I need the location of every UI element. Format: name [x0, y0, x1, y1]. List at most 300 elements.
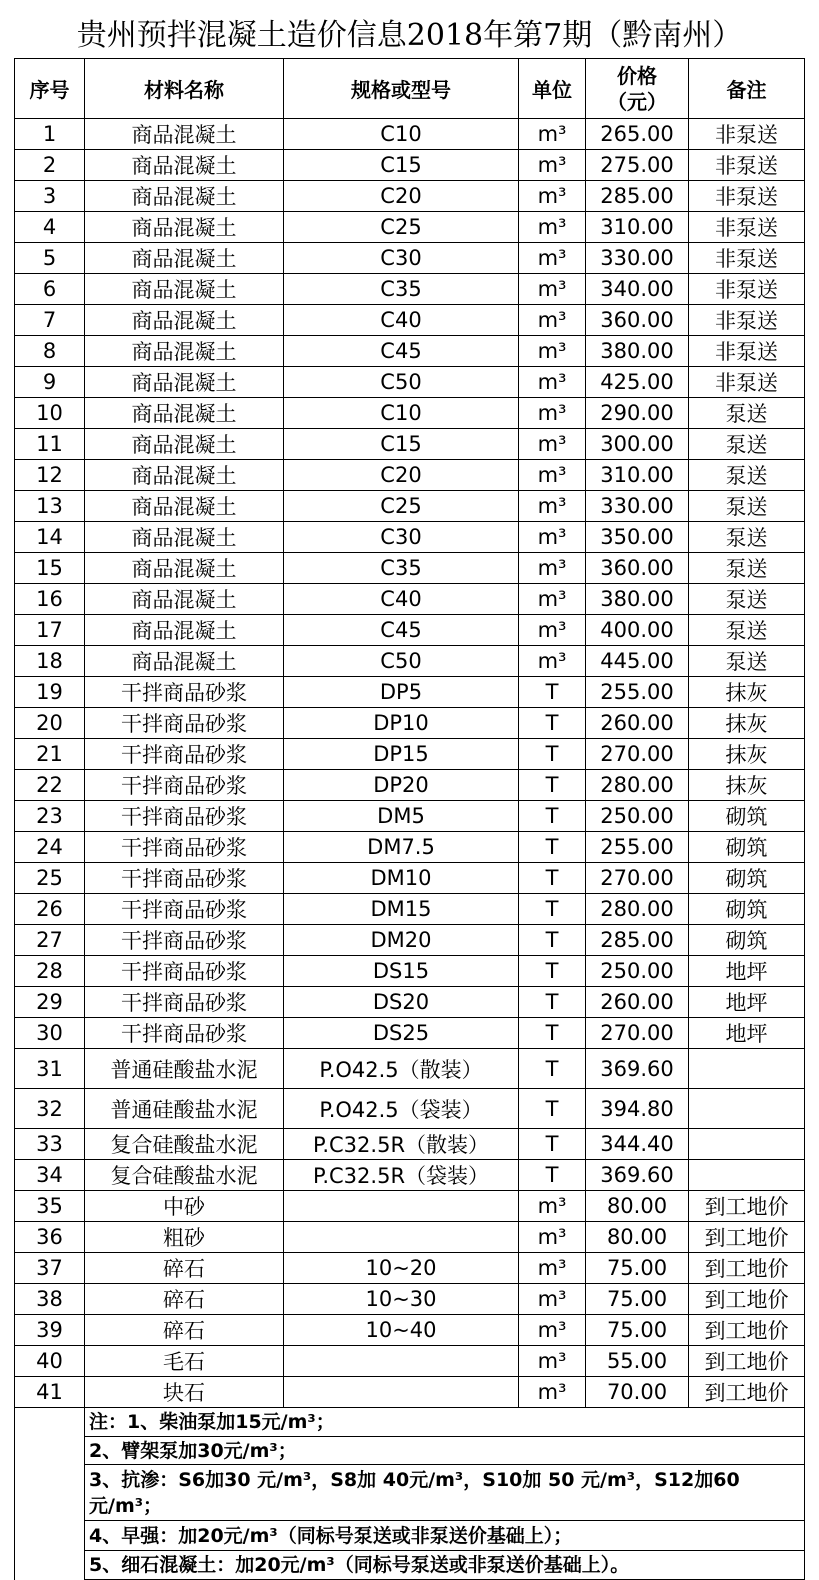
table-row: [15, 584, 805, 615]
cell-spec: [284, 1191, 519, 1222]
cell-seq: 26: [15, 894, 85, 925]
cell-seq: 27: [15, 925, 85, 956]
cell-unit: T: [519, 832, 586, 863]
cell-seq: 19: [15, 677, 85, 708]
table-row: [15, 770, 805, 801]
cell-seq: 32: [15, 1089, 85, 1129]
cell-remark: 泵送: [689, 646, 805, 677]
cell-price: 270.00: [586, 739, 689, 770]
cell-unit: T: [519, 739, 586, 770]
cell-seq: 14: [15, 522, 85, 553]
cell-name: 商品混凝土: [85, 119, 284, 150]
cell-name: 商品混凝土: [85, 553, 284, 584]
cell-remark: [689, 1160, 805, 1191]
cell-seq: 34: [15, 1160, 85, 1191]
table-row: [15, 274, 805, 305]
cell-seq: 36: [15, 1222, 85, 1253]
cell-seq: 20: [15, 708, 85, 739]
cell-name: 商品混凝土: [85, 336, 284, 367]
cell-remark: 到工地价: [689, 1346, 805, 1377]
table-row: [15, 398, 805, 429]
cell-seq: 30: [15, 1018, 85, 1049]
cell-seq: 24: [15, 832, 85, 863]
table-row: [15, 367, 805, 398]
cell-spec: DS25: [284, 1018, 519, 1049]
note-row: [15, 1551, 805, 1580]
cell-seq: 23: [15, 801, 85, 832]
cell-unit: m³: [519, 398, 586, 429]
cell-unit: m³: [519, 584, 586, 615]
cell-price: 250.00: [586, 956, 689, 987]
cell-seq: 11: [15, 429, 85, 460]
cell-unit: T: [519, 1160, 586, 1191]
header-spec: 规格或型号: [284, 59, 519, 119]
cell-name: 碎石: [85, 1315, 284, 1346]
table-row: [15, 1253, 805, 1284]
cell-name: 干拌商品砂浆: [85, 987, 284, 1018]
cell-unit: T: [519, 1049, 586, 1089]
cell-remark: 到工地价: [689, 1315, 805, 1346]
page-title: 贵州预拌混凝土造价信息2018年第7期（黔南州）: [76, 18, 743, 53]
table-row: [15, 708, 805, 739]
cell-name: 商品混凝土: [85, 305, 284, 336]
table-row: [15, 739, 805, 770]
cell-name: 干拌商品砂浆: [85, 1018, 284, 1049]
cell-spec: DM5: [284, 801, 519, 832]
cell-unit: T: [519, 677, 586, 708]
header-price-line1: 价格: [617, 63, 657, 88]
cell-price: 425.00: [586, 367, 689, 398]
cell-price: 260.00: [586, 708, 689, 739]
cell-seq: 7: [15, 305, 85, 336]
table-row: [15, 925, 805, 956]
table-row: [15, 1160, 805, 1191]
cell-price: 445.00: [586, 646, 689, 677]
note-spacer: [15, 1521, 85, 1551]
cell-spec: DM20: [284, 925, 519, 956]
cell-unit: T: [519, 987, 586, 1018]
cell-price: 260.00: [586, 987, 689, 1018]
cell-unit: T: [519, 863, 586, 894]
cell-price: 255.00: [586, 832, 689, 863]
cell-unit: m³: [519, 1315, 586, 1346]
cell-remark: 泵送: [689, 398, 805, 429]
cell-unit: m³: [519, 367, 586, 398]
cell-remark: 到工地价: [689, 1253, 805, 1284]
cell-remark: 非泵送: [689, 150, 805, 181]
cell-unit: m³: [519, 553, 586, 584]
cell-name: 干拌商品砂浆: [85, 832, 284, 863]
table-row: [15, 212, 805, 243]
cell-price: 400.00: [586, 615, 689, 646]
cell-seq: 31: [15, 1049, 85, 1089]
header-seq: 序号: [15, 59, 85, 119]
table-row: [15, 460, 805, 491]
cell-remark: 地坪: [689, 956, 805, 987]
cell-name: 中砂: [85, 1191, 284, 1222]
cell-spec: DS20: [284, 987, 519, 1018]
cell-name: 干拌商品砂浆: [85, 894, 284, 925]
header-row: [15, 59, 805, 119]
cell-price: 75.00: [586, 1253, 689, 1284]
cell-name: 碎石: [85, 1253, 284, 1284]
cell-remark: 砌筑: [689, 801, 805, 832]
cell-price: 75.00: [586, 1315, 689, 1346]
cell-spec: C20: [284, 460, 519, 491]
table-row: [15, 1284, 805, 1315]
note-text: 4、早强：加20元/m³（同标号泵送或非泵送价基础上）；: [85, 1521, 805, 1551]
cell-remark: 到工地价: [689, 1377, 805, 1408]
note-row: [15, 1437, 805, 1465]
cell-unit: T: [519, 770, 586, 801]
cell-seq: 1: [15, 119, 85, 150]
cell-seq: 33: [15, 1129, 85, 1160]
cell-seq: 39: [15, 1315, 85, 1346]
cell-price: 280.00: [586, 770, 689, 801]
cell-remark: 非泵送: [689, 181, 805, 212]
cell-seq: 5: [15, 243, 85, 274]
cell-unit: T: [519, 708, 586, 739]
cell-remark: 泵送: [689, 460, 805, 491]
cell-name: 毛石: [85, 1346, 284, 1377]
cell-remark: 非泵送: [689, 274, 805, 305]
cell-unit: m³: [519, 1253, 586, 1284]
cell-price: 275.00: [586, 150, 689, 181]
table-row: [15, 1018, 805, 1049]
cell-remark: 地坪: [689, 1018, 805, 1049]
cell-unit: m³: [519, 274, 586, 305]
cell-price: 285.00: [586, 181, 689, 212]
cell-remark: 抹灰: [689, 708, 805, 739]
cell-seq: 16: [15, 584, 85, 615]
cell-remark: 抹灰: [689, 770, 805, 801]
cell-price: 250.00: [586, 801, 689, 832]
cell-spec: DS15: [284, 956, 519, 987]
cell-price: 310.00: [586, 460, 689, 491]
cell-unit: m³: [519, 1377, 586, 1408]
cell-seq: 12: [15, 460, 85, 491]
cell-unit: m³: [519, 336, 586, 367]
header-price: [586, 59, 689, 119]
cell-spec: 10~40: [284, 1315, 519, 1346]
cell-seq: 28: [15, 956, 85, 987]
cell-spec: P.C32.5R（袋装）: [284, 1160, 519, 1191]
cell-price: 330.00: [586, 243, 689, 274]
cell-seq: 18: [15, 646, 85, 677]
cell-name: 干拌商品砂浆: [85, 925, 284, 956]
table-row: [15, 553, 805, 584]
header-price-line2: （元）: [607, 89, 667, 114]
table-row: [15, 336, 805, 367]
cell-price: 394.80: [586, 1089, 689, 1129]
note-row: [15, 1408, 805, 1437]
cell-remark: 非泵送: [689, 243, 805, 274]
cell-price: 280.00: [586, 894, 689, 925]
header-unit: 单位: [519, 59, 586, 119]
cell-seq: 17: [15, 615, 85, 646]
cell-name: 商品混凝土: [85, 398, 284, 429]
cell-remark: 抹灰: [689, 677, 805, 708]
cell-spec: 10~30: [284, 1284, 519, 1315]
cell-spec: DM10: [284, 863, 519, 894]
table-row: [15, 181, 805, 212]
table-row: [15, 801, 805, 832]
cell-spec: C20: [284, 181, 519, 212]
cell-spec: C40: [284, 305, 519, 336]
table-row: [15, 863, 805, 894]
cell-remark: 抹灰: [689, 739, 805, 770]
cell-unit: m³: [519, 1191, 586, 1222]
cell-name: 干拌商品砂浆: [85, 739, 284, 770]
cell-seq: 29: [15, 987, 85, 1018]
cell-unit: T: [519, 894, 586, 925]
cell-spec: [284, 1222, 519, 1253]
cell-unit: m³: [519, 119, 586, 150]
cell-unit: m³: [519, 150, 586, 181]
cell-spec: C50: [284, 367, 519, 398]
cell-name: 商品混凝土: [85, 646, 284, 677]
cell-price: 330.00: [586, 491, 689, 522]
table-row: [15, 894, 805, 925]
cell-price: 75.00: [586, 1284, 689, 1315]
cell-name: 干拌商品砂浆: [85, 956, 284, 987]
cell-seq: 21: [15, 739, 85, 770]
cell-name: 干拌商品砂浆: [85, 708, 284, 739]
cell-price: 290.00: [586, 398, 689, 429]
cell-seq: 13: [15, 491, 85, 522]
cell-spec: C40: [284, 584, 519, 615]
cell-remark: 非泵送: [689, 336, 805, 367]
cell-name: 商品混凝土: [85, 181, 284, 212]
table-row: [15, 987, 805, 1018]
cell-spec: DP15: [284, 739, 519, 770]
cell-spec: C10: [284, 398, 519, 429]
cell-remark: 到工地价: [689, 1284, 805, 1315]
note-text: 2、臂架泵加30元/m³；: [85, 1437, 805, 1465]
cell-seq: 37: [15, 1253, 85, 1284]
header-remark: 备注: [689, 59, 805, 119]
cell-spec: C45: [284, 615, 519, 646]
cell-name: 商品混凝土: [85, 367, 284, 398]
cell-spec: C25: [284, 491, 519, 522]
cell-name: 复合硅酸盐水泥: [85, 1160, 284, 1191]
cell-name: 商品混凝土: [85, 212, 284, 243]
cell-price: 369.60: [586, 1160, 689, 1191]
table-row: [15, 1129, 805, 1160]
cell-remark: 砌筑: [689, 863, 805, 894]
cell-spec: C15: [284, 429, 519, 460]
cell-unit: T: [519, 1018, 586, 1049]
cell-spec: C30: [284, 243, 519, 274]
table-row: [15, 1346, 805, 1377]
cell-price: 380.00: [586, 336, 689, 367]
cell-seq: 6: [15, 274, 85, 305]
cell-seq: 9: [15, 367, 85, 398]
table-row: [15, 1222, 805, 1253]
cell-remark: 砌筑: [689, 894, 805, 925]
table-row: [15, 1315, 805, 1346]
cell-remark: 泵送: [689, 584, 805, 615]
cell-remark: 非泵送: [689, 119, 805, 150]
cell-name: 商品混凝土: [85, 460, 284, 491]
cell-name: 商品混凝土: [85, 522, 284, 553]
cell-spec: 10~20: [284, 1253, 519, 1284]
cell-unit: m³: [519, 491, 586, 522]
cell-seq: 41: [15, 1377, 85, 1408]
cell-seq: 8: [15, 336, 85, 367]
cell-seq: 15: [15, 553, 85, 584]
cell-unit: m³: [519, 1284, 586, 1315]
cell-price: 360.00: [586, 305, 689, 336]
price-table: [14, 58, 805, 1580]
cell-unit: m³: [519, 181, 586, 212]
note-text: 注：1、柴油泵加15元/m³；: [85, 1408, 805, 1437]
cell-unit: m³: [519, 522, 586, 553]
table-row: [15, 243, 805, 274]
cell-remark: 泵送: [689, 429, 805, 460]
cell-price: 265.00: [586, 119, 689, 150]
cell-spec: DM15: [284, 894, 519, 925]
cell-remark: [689, 1049, 805, 1089]
cell-unit: m³: [519, 460, 586, 491]
cell-price: 350.00: [586, 522, 689, 553]
cell-price: 270.00: [586, 863, 689, 894]
cell-name: 碎石: [85, 1284, 284, 1315]
cell-spec: [284, 1346, 519, 1377]
cell-remark: 非泵送: [689, 305, 805, 336]
cell-remark: 非泵送: [689, 212, 805, 243]
cell-seq: 10: [15, 398, 85, 429]
cell-price: 380.00: [586, 584, 689, 615]
cell-remark: 砌筑: [689, 832, 805, 863]
note-row: [15, 1521, 805, 1551]
cell-price: 360.00: [586, 553, 689, 584]
cell-unit: m³: [519, 305, 586, 336]
cell-name: 干拌商品砂浆: [85, 863, 284, 894]
table-row: [15, 429, 805, 460]
cell-price: 285.00: [586, 925, 689, 956]
table-row: [15, 956, 805, 987]
cell-unit: m³: [519, 615, 586, 646]
cell-remark: 地坪: [689, 987, 805, 1018]
cell-price: 255.00: [586, 677, 689, 708]
cell-name: 商品混凝土: [85, 243, 284, 274]
cell-name: 复合硅酸盐水泥: [85, 1129, 284, 1160]
cell-spec: C35: [284, 553, 519, 584]
cell-spec: DM7.5: [284, 832, 519, 863]
cell-spec: DP10: [284, 708, 519, 739]
cell-unit: T: [519, 1129, 586, 1160]
note-row: [15, 1465, 805, 1521]
cell-remark: 泵送: [689, 491, 805, 522]
cell-unit: T: [519, 925, 586, 956]
note-text: 5、细石混凝土：加20元/m³（同标号泵送或非泵送价基础上）。: [85, 1551, 805, 1580]
table-row: [15, 119, 805, 150]
cell-name: 普通硅酸盐水泥: [85, 1089, 284, 1129]
cell-spec: C35: [284, 274, 519, 305]
cell-seq: 22: [15, 770, 85, 801]
table-row: [15, 615, 805, 646]
table-row: [15, 1049, 805, 1089]
cell-unit: m³: [519, 429, 586, 460]
cell-remark: 到工地价: [689, 1222, 805, 1253]
cell-seq: 3: [15, 181, 85, 212]
cell-unit: m³: [519, 1222, 586, 1253]
cell-spec: DP20: [284, 770, 519, 801]
cell-remark: [689, 1089, 805, 1129]
note-spacer: [15, 1465, 85, 1521]
cell-name: 干拌商品砂浆: [85, 677, 284, 708]
cell-spec: C30: [284, 522, 519, 553]
cell-price: 80.00: [586, 1191, 689, 1222]
cell-spec: DP5: [284, 677, 519, 708]
cell-name: 商品混凝土: [85, 491, 284, 522]
cell-name: 商品混凝土: [85, 429, 284, 460]
cell-price: 344.40: [586, 1129, 689, 1160]
note-spacer: [15, 1437, 85, 1465]
cell-seq: 2: [15, 150, 85, 181]
cell-price: 369.60: [586, 1049, 689, 1089]
table-row: [15, 646, 805, 677]
cell-seq: 25: [15, 863, 85, 894]
cell-name: 干拌商品砂浆: [85, 770, 284, 801]
table-row: [15, 1377, 805, 1408]
cell-spec: C45: [284, 336, 519, 367]
cell-price: 310.00: [586, 212, 689, 243]
cell-spec: P.O42.5（散装）: [284, 1049, 519, 1089]
cell-spec: C15: [284, 150, 519, 181]
cell-spec: C25: [284, 212, 519, 243]
table-row: [15, 150, 805, 181]
cell-spec: P.C32.5R（散装）: [284, 1129, 519, 1160]
cell-spec: [284, 1377, 519, 1408]
cell-remark: 泵送: [689, 553, 805, 584]
cell-remark: [689, 1129, 805, 1160]
note-spacer: [15, 1551, 85, 1580]
cell-name: 商品混凝土: [85, 150, 284, 181]
cell-remark: 非泵送: [689, 367, 805, 398]
cell-unit: T: [519, 801, 586, 832]
cell-unit: m³: [519, 212, 586, 243]
cell-name: 干拌商品砂浆: [85, 801, 284, 832]
note-text: 3、抗渗：S6加30 元/m³，S8加 40元/m³，S10加 50 元/m³，S12加60元/m³；: [85, 1465, 805, 1521]
cell-seq: 35: [15, 1191, 85, 1222]
header-name: 材料名称: [85, 59, 284, 119]
cell-price: 70.00: [586, 1377, 689, 1408]
cell-name: 块石: [85, 1377, 284, 1408]
cell-unit: T: [519, 956, 586, 987]
cell-name: 商品混凝土: [85, 584, 284, 615]
cell-price: 270.00: [586, 1018, 689, 1049]
cell-name: 商品混凝土: [85, 615, 284, 646]
cell-remark: 泵送: [689, 615, 805, 646]
cell-seq: 38: [15, 1284, 85, 1315]
table-body: [15, 119, 805, 1580]
cell-spec: P.O42.5（袋装）: [284, 1089, 519, 1129]
cell-seq: 4: [15, 212, 85, 243]
cell-spec: C10: [284, 119, 519, 150]
cell-price: 340.00: [586, 274, 689, 305]
note-spacer: [15, 1408, 85, 1437]
cell-spec: C50: [284, 646, 519, 677]
cell-remark: 到工地价: [689, 1191, 805, 1222]
cell-name: 粗砂: [85, 1222, 284, 1253]
cell-remark: 泵送: [689, 522, 805, 553]
cell-price: 300.00: [586, 429, 689, 460]
table-row: [15, 677, 805, 708]
table-row: [15, 1191, 805, 1222]
cell-unit: T: [519, 1089, 586, 1129]
